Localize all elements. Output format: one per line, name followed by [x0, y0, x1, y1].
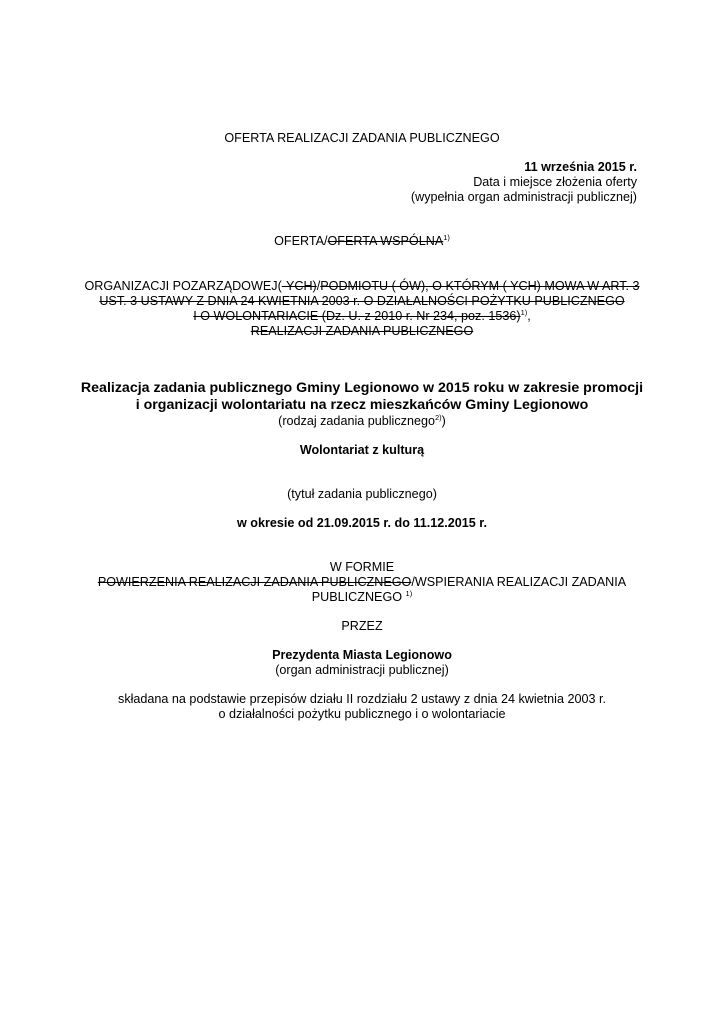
form-normal: /WSPIERANIA REALIZACJI ZADANIA — [411, 575, 627, 589]
submission-date: 11 września 2015 r. — [524, 160, 637, 174]
offer-type-line — [0, 234, 724, 249]
organization-struck-line-3: I O WOLONTARIACIE (Dz. U. z 2010 r. Nr 234, poz. 1536) — [193, 309, 521, 323]
task-kind-close: ) — [441, 414, 446, 428]
organization-slash: / — [316, 279, 321, 293]
legal-basis-line-1: składana na podstawie przepisów działu II rozdziału 2 ustawy z dnia 24 kwietnia 2003 r. — [118, 692, 606, 706]
task-title-label: (tytuł zadania publicznego) — [287, 487, 437, 501]
offer-type-struck: OFERTA WSPÓLNA — [327, 234, 444, 248]
offer-type-normal: OFERTA/ — [274, 234, 328, 248]
task-kind-text: (rodzaj zadania publicznego — [278, 414, 435, 428]
organization-struck-line-2: UST. 3 USTAWY Z DNIA 24 KWIETNIA 2003 r. O DZIAŁALNOŚCI POŻYTKU PUBLICZNEGO — [99, 294, 625, 308]
footnote-ref: 1) — [405, 588, 413, 598]
organization-normal: ORGANIZACJI POZARZĄDOWEJ( — [84, 279, 282, 293]
footnote-ref: 1) — [520, 307, 528, 317]
form-line-2-text: PUBLICZNEGO — [311, 590, 403, 604]
submission-date-label: Data i miejsce złożenia oferty — [473, 175, 637, 189]
organization-struck-b: PODMIOTU ( ÓW), O KTÓRYM ( YCH) MOWA W ART. 3 — [320, 279, 640, 293]
document-title: OFERTA REALIZACJI ZADANIA PUBLICZNEGO — [224, 131, 500, 145]
task-title: Wolontariat z kulturą — [299, 443, 425, 457]
task-kind-label — [0, 414, 724, 429]
organization-line-1 — [0, 279, 724, 294]
form-struck: POWIERZENIA REALIZACJI ZADANIA PUBLICZNEGO — [97, 575, 412, 589]
footnote-ref: 1) — [443, 232, 450, 242]
by-heading: PRZEZ — [341, 619, 383, 633]
organization-struck-line-4: REALIZACJI ZADANIA PUBLICZNEGO — [250, 324, 474, 338]
form-heading: W FORMIE — [329, 560, 395, 574]
task-period: w okresie od 21.09.2015 r. do 11.12.2015 r. — [237, 516, 487, 530]
legal-basis-line-2: o działalności pożytku publicznego i o wolontariacie — [218, 707, 506, 721]
form-line-2 — [0, 590, 724, 605]
organization-line-2 — [0, 294, 724, 309]
organization-line-4 — [0, 324, 724, 339]
submission-date-note: (wypełnia organ administracji publicznej) — [410, 190, 637, 204]
organization-tail: , — [527, 309, 531, 323]
task-name-line-1: Realizacja zadania publicznego Gminy Legionowo w 2015 roku w zakresie promocji — [80, 380, 644, 396]
organization-struck-a: -YCH) — [281, 279, 317, 293]
footnote-ref: 2) — [434, 412, 442, 422]
organization-line-3 — [0, 309, 724, 324]
authority-label: (organ administracji publicznej) — [275, 663, 449, 677]
authority-name: Prezydenta Miasta Legionowo — [272, 648, 452, 662]
task-name-line-2: i organizacji wolontariatu na rzecz mieszkańców Gminy Legionowo — [135, 397, 589, 413]
form-line-1 — [0, 575, 724, 590]
